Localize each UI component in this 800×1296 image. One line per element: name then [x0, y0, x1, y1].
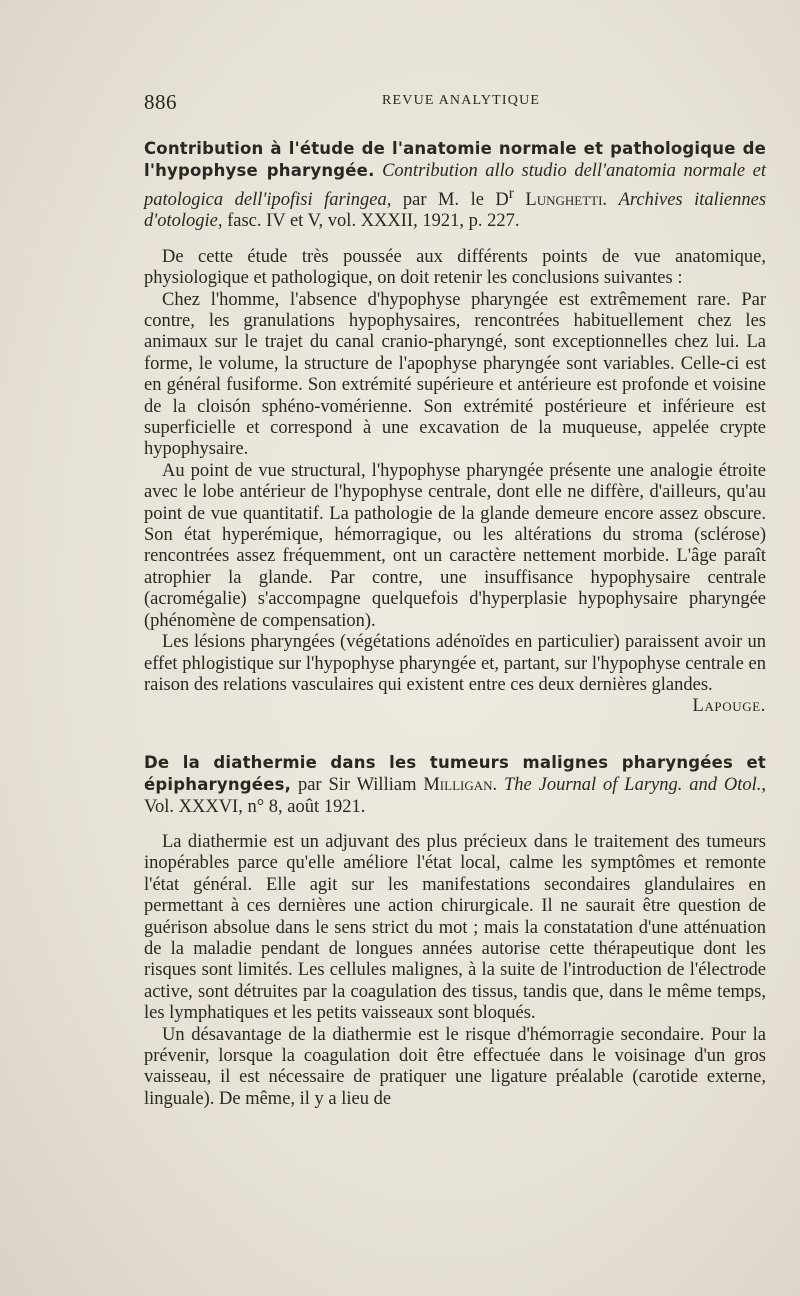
article-paragraph: Au point de vue structural, l'hypophyse pharyngée présente une analogie étroite avec le lobe antérieur de l'hypophyse centrale, dont elle ne diffère, d'ailleurs, qu'au point de vue quantitatif. La pathologie de la glande demeure encore assez obscure. Son état hyperémique, hémorragique, ou les altérations du stroma (sclérose) rencontrées assez fréquemment, ont un caractère nettement morbide. L'âge paraît atrophier la glande. Par contre, une insuffisance hypophysaire centrale (acromégalie) s'accompagne quelquefois d'hyperplasie hypophysaire pharyngée (phénomène de compensation). — [144, 460, 766, 631]
page-header — [144, 90, 766, 114]
article-diathermie — [144, 752, 766, 1111]
article-paragraph: Les lésions pharyngées (végétations adénoïdes en particulier) paraissent avoir un effet phlogistique sur l'hypophyse pharyngée et, partant, sur l'hypophyse centrale en raison des relations vasculaires qui existent entre ces deux dernières glandes. — [144, 632, 766, 695]
article-title: De la diathermie dans les tumeurs malignes pharyngées et épipharyngées, — [144, 752, 766, 795]
article-paragraph: Un désavantage de la diathermie est le risque d'hémorragie secondaire. Pour la prévenir, lorsque la coagulation doit être effectuée dans le voisinage d'un gros vaisseau, il est nécessaire de pratiquer une ligature préalable (carotide externe, linguale). De même, il y a lieu de — [144, 1024, 766, 1109]
article-journal: The Journal of Laryng. and Otol., — [504, 775, 767, 796]
article-hypophyse — [144, 138, 766, 718]
citation-italic-title: Contribution allo studio dell'anatomia normale et patologica dell'ipofisi faringea, — [144, 161, 767, 210]
citation-by-sup: r — [508, 184, 514, 202]
page-body — [144, 138, 766, 1110]
article-author: Lunghetti. — [525, 189, 608, 210]
article-signature: Lapouge. — [692, 696, 766, 717]
article-citation — [144, 138, 766, 233]
article-paragraph: De cette étude très poussée aux différents points de vue anatomique, physiologique et pathologique, on doit retenir les conclusions suivantes : — [144, 246, 766, 289]
article-journal: Archives italiennes d'otologie, — [144, 189, 767, 232]
page-number: 886 — [144, 90, 177, 114]
article-author: Milligan. — [423, 775, 498, 796]
running-title: REVUE ANALYTIQUE — [382, 93, 541, 108]
article-reference: Vol. XXXVI, n° 8, août 1921. — [144, 796, 366, 817]
article-paragraph: Chez l'homme, l'absence d'hypophyse pharyngée est extrêmement rare. Par contre, les granulations hypophysaires, rencontrées habituellement chez les animaux sur le trajet du canal cranio-pharyngé, sont exceptionnelles chez lui. La forme, le volume, la structure de l'apophyse pharyngée sont variables. Celle-ci est en général fusiforme. Son extrémité supérieure et antérieure est profonde et voisine de la cloisón sphéno-vomérienne. Son extrémité postérieure et inférieure est superficielle et correspond à une excavation de la muqueuse, appelée crypte hypophysaire. — [144, 289, 766, 460]
citation-by: par M. le D — [402, 189, 509, 210]
article-reference: fasc. IV et V, vol. XXXII, 1921, p. 227. — [227, 211, 520, 232]
article-title: Contribution à l'étude de l'anatomie normale et pathologique de l'hypophyse pharyngée. — [144, 139, 766, 181]
article-citation — [144, 752, 766, 818]
article-paragraph: La diathermie est un adjuvant des plus précieux dans le traitement des tumeurs inopérables parce qu'elle améliore l'état local, calme les symptômes et remonte l'état général. Elle agit sur les manifestations secondaires glandulaires en permettant à ces dernières une action chirurgicale. Il ne saurait être question de guérison absolue dans le sens strict du mot ; mais la constatation d'une atténuation de la maladie pendant de longues années autorise cette thérapeutique dont les risques sont limités. Les cellules malignes, à la suite de l'introduction de l'électrode active, sont détruites par la coagulation des tissus, tandis que, dans le même temps, les lymphatiques et les petits vaisseaux sont bloqués. — [144, 831, 766, 1024]
citation-by: par Sir William — [297, 775, 417, 796]
